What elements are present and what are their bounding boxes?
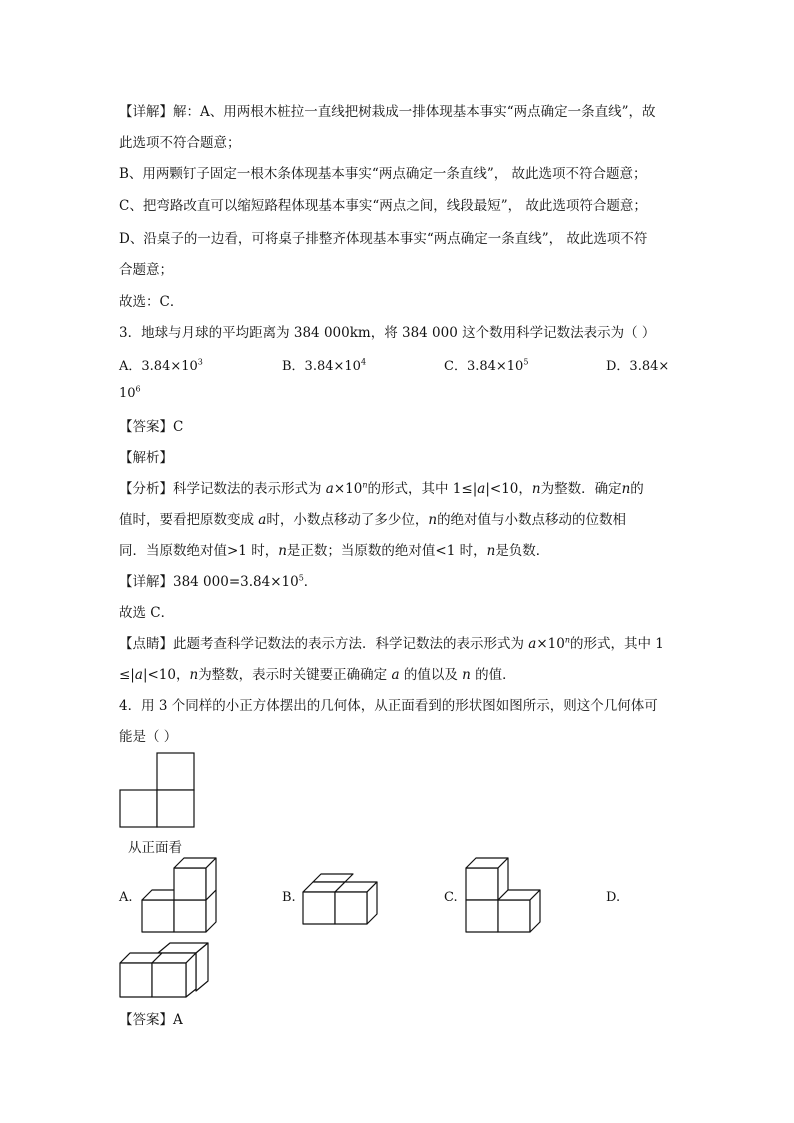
- paragraph-line: 此选项不符合题意；: [119, 135, 241, 151]
- paragraph-line: 【详解】解：A、用两根木桩拉一直线把树栽成一排体现基本事实“两点确定一条直线”，故: [119, 104, 656, 120]
- comment-line: 【点睛】此题考查科学记数法的表示方法．科学记数法的表示形式为 $a\times 10^n$的形式，其中 1: [119, 635, 664, 652]
- option-d-continued: [119, 386, 141, 401]
- analysis-line: 【分析】科学记数法的表示形式为 $a\times 10^n$的形式，其中 1≤|a|<10，n为整数．确定n的: [119, 480, 644, 497]
- option-d-text: 10: [119, 386, 136, 401]
- paragraph-line: C、把弯路改直可以缩短路程体现基本事实“两点之间，线段最短”， 故此选项符合题意；: [119, 198, 647, 214]
- analysis-line: 值时，要看把原数变成 a时，小数点移动了多少位，n的绝对值与小数点移动的位数相: [119, 512, 627, 528]
- choice-line: 故选 C．: [119, 605, 175, 621]
- figure-option-a-label: A.: [119, 890, 133, 905]
- paragraph-line: B、用两颗钉子固定一根木条体现基本事实“两点确定一条直线”， 故此选项不符合题意；: [119, 166, 647, 182]
- option-b: [282, 355, 366, 374]
- question-3-stem: 3．地球与月球的平均距离为 384 000km，将 384 000 这个数用科学记数法表示为（ ）: [119, 325, 656, 341]
- question-4-stem: 4．用 3 个同样的小正方体摆出的几何体，从正面看到的形状图如图所示，则这个几何体可: [119, 698, 658, 714]
- analysis-heading: 【解析】: [119, 450, 173, 466]
- option-b-exponent: 4: [360, 357, 367, 367]
- analysis-line: 同．当原数绝对值>1 时，n是正数；当原数的绝对值<1 时，n是负数．: [119, 543, 550, 559]
- figure-option-b-cubes: [301, 870, 383, 926]
- comment-line: ≤|a|<10，n为整数，表示时关键要正确确定 a 的值以及 n 的值．: [119, 667, 516, 683]
- answer-label: 【答案】A: [119, 1012, 183, 1028]
- option-a-exponent: 3: [197, 357, 203, 367]
- figure-option-d-label: D.: [606, 890, 621, 905]
- answer-label: 【答案】C: [119, 419, 184, 435]
- option-c: [444, 355, 528, 374]
- option-a: [119, 355, 203, 374]
- option-d: D．3.84×: [606, 359, 670, 374]
- front-view-caption: 从正面看: [128, 840, 182, 856]
- figure-option-c-cubes: [464, 858, 546, 936]
- option-b-text: B．3.84×10: [282, 359, 361, 374]
- option-c-exponent: 5: [523, 357, 529, 367]
- figure-option-d-cubes: [118, 941, 214, 999]
- paragraph-line: 故选：C．: [119, 294, 184, 310]
- option-c-text: C．3.84×10: [444, 359, 524, 374]
- detailed-solution: 【详解】384 $000=3.84\times 10^5$．: [119, 573, 318, 590]
- figure-option-c-label: C.: [444, 890, 458, 905]
- front-view-figure: [118, 752, 198, 830]
- paragraph-line: D、沿桌子的一边看，可将桌子排整齐体现基本事实“两点确定一条直线”， 故此选项不符: [119, 231, 648, 247]
- figure-option-b-label: B.: [282, 890, 296, 905]
- option-a-text: A．3.84×10: [119, 359, 198, 374]
- option-d-exponent: 6: [135, 384, 141, 394]
- question-4-stem: 能是（ ）: [119, 729, 178, 745]
- figure-option-a-cubes: [138, 858, 220, 936]
- paragraph-line: 合题意；: [119, 262, 173, 278]
